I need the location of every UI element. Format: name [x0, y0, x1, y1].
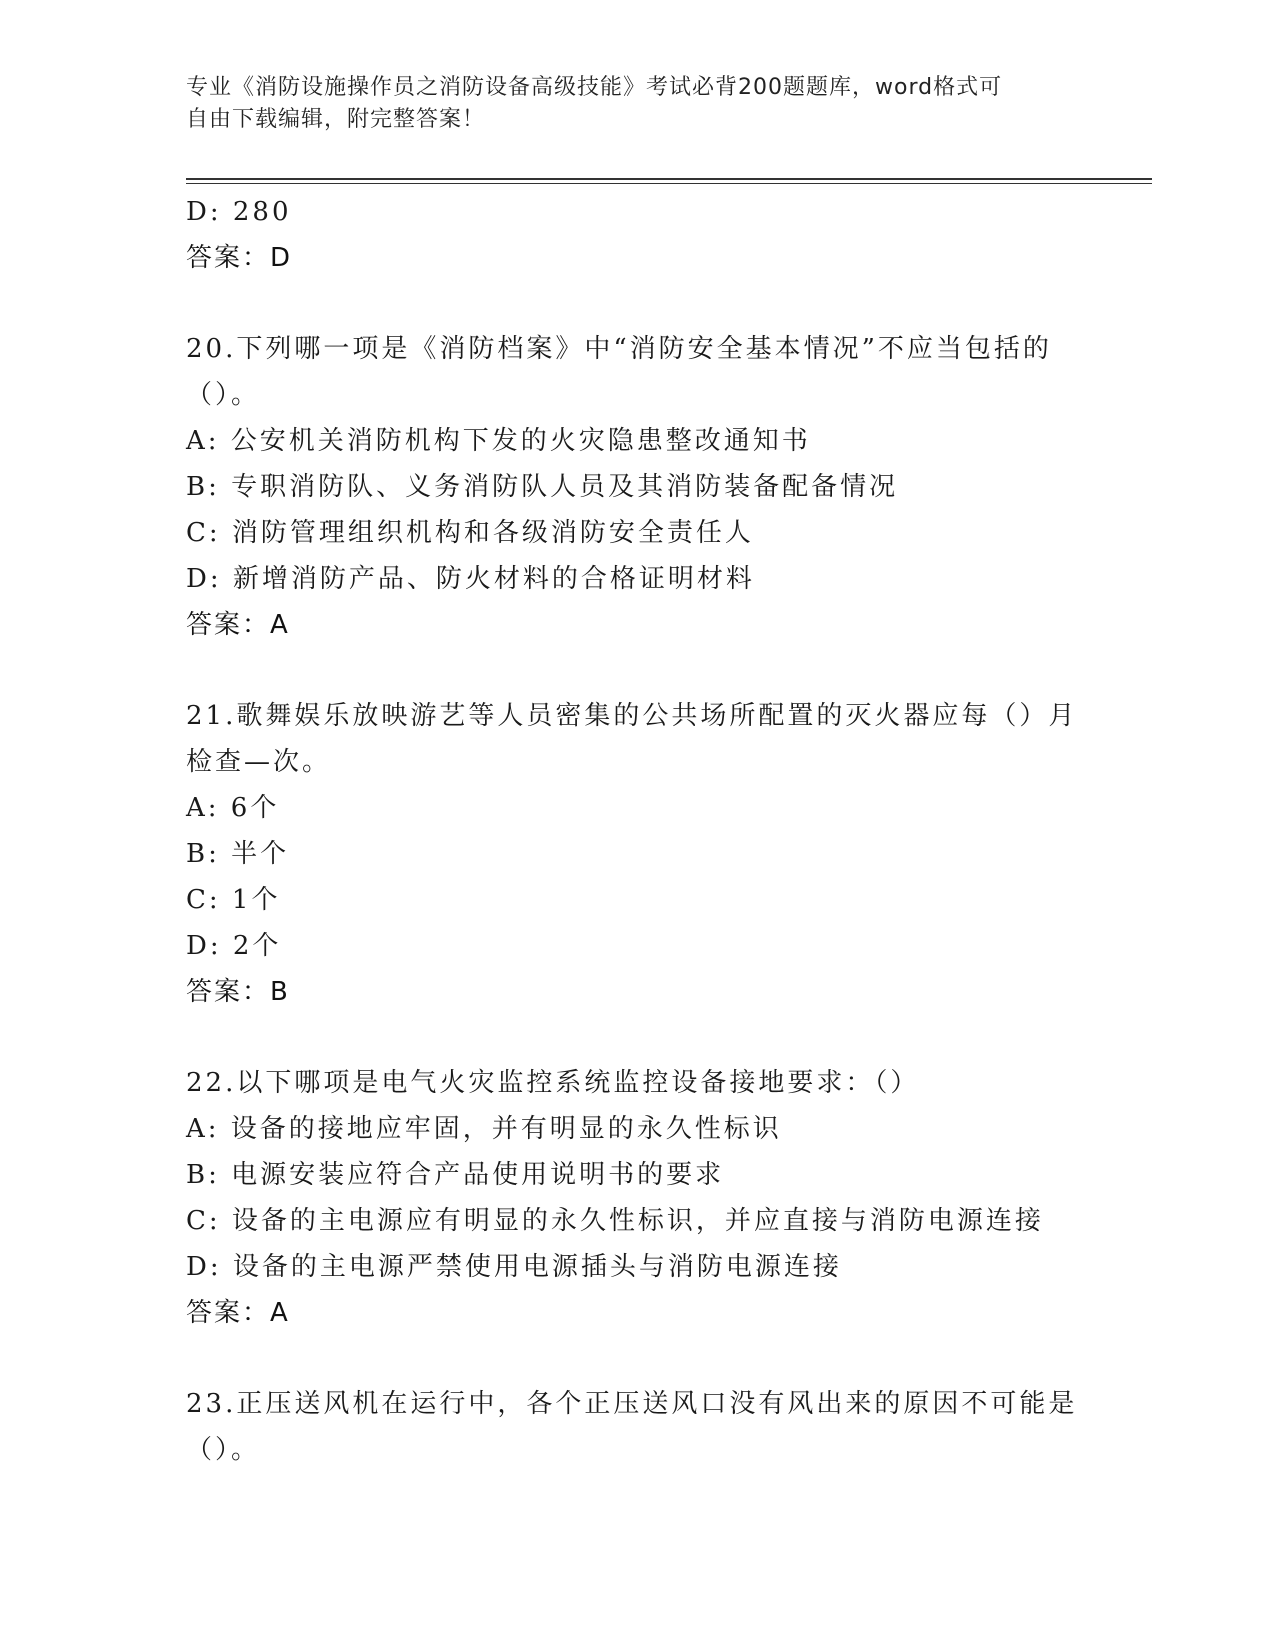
option-d: D: 新增消防产品、防火材料的合格证明材料 — [186, 564, 755, 594]
question-20 — [186, 326, 1086, 648]
question-stem-line-2: （）。 — [186, 1435, 261, 1465]
answer: 答案：A — [186, 1298, 290, 1328]
header-line-2: 自由下载编辑，附完整答案！ — [186, 107, 486, 132]
option-c: C: 设备的主电源应有明显的永久性标识，并应直接与消防电源连接 — [186, 1206, 1044, 1236]
question-22 — [186, 1060, 1086, 1336]
spacer — [186, 648, 1086, 693]
question-23 — [186, 1381, 1086, 1473]
option-b: B: 电源安装应符合产品使用说明书的要求 — [186, 1160, 725, 1190]
question-stem-line-2: 检查—次。 — [186, 747, 332, 777]
answer: 答案：B — [186, 977, 290, 1007]
option-a: A: 公安机关消防机构下发的火灾隐患整改通知书 — [186, 426, 811, 456]
option-c: C: 1个 — [186, 885, 281, 915]
option-b: B: 半个 — [186, 839, 290, 869]
option-a: A: 设备的接地应牢固，并有明显的永久性标识 — [186, 1114, 782, 1144]
header-line-1: 专业《消防设施操作员之消防设备高级技能》考试必背200题题库，word格式可 — [186, 75, 1003, 100]
question-stem-line-1: 21.歌舞娱乐放映游艺等人员密集的公共场所配置的灭火器应每（）月 — [186, 701, 1078, 731]
option-a: A: 6个 — [186, 793, 280, 823]
answer: 答案：A — [186, 610, 290, 640]
option-d: D: 2个 — [186, 931, 282, 961]
option-b: B: 专职消防队、义务消防队人员及其消防装备配备情况 — [186, 472, 899, 502]
answer-carryover: 答案：D — [186, 243, 293, 273]
spacer — [186, 1015, 1086, 1060]
option-d-carryover: D: 280 — [186, 197, 292, 227]
question-stem-line-1: 22.以下哪项是电气火灾监控系统监控设备接地要求：（） — [186, 1068, 920, 1098]
question-stem-line-2: （）。 — [186, 380, 261, 410]
page-header — [186, 72, 1066, 136]
header-divider-thin — [186, 183, 1152, 184]
header-divider-thick — [186, 178, 1152, 180]
option-d: D: 设备的主电源严禁使用电源插头与消防电源连接 — [186, 1252, 842, 1282]
question-stem-line-1: 20.下列哪一项是《消防档案》中“消防安全基本情况”不应当包括的 — [186, 334, 1052, 364]
spacer — [186, 281, 1086, 326]
option-c: C: 消防管理组织机构和各级消防安全责任人 — [186, 518, 754, 548]
question-21 — [186, 693, 1086, 1015]
question-stem-line-1: 23.正压送风机在运行中，各个正压送风口没有风出来的原因不可能是 — [186, 1389, 1078, 1419]
spacer — [186, 1336, 1086, 1381]
document-body — [186, 189, 1086, 1473]
